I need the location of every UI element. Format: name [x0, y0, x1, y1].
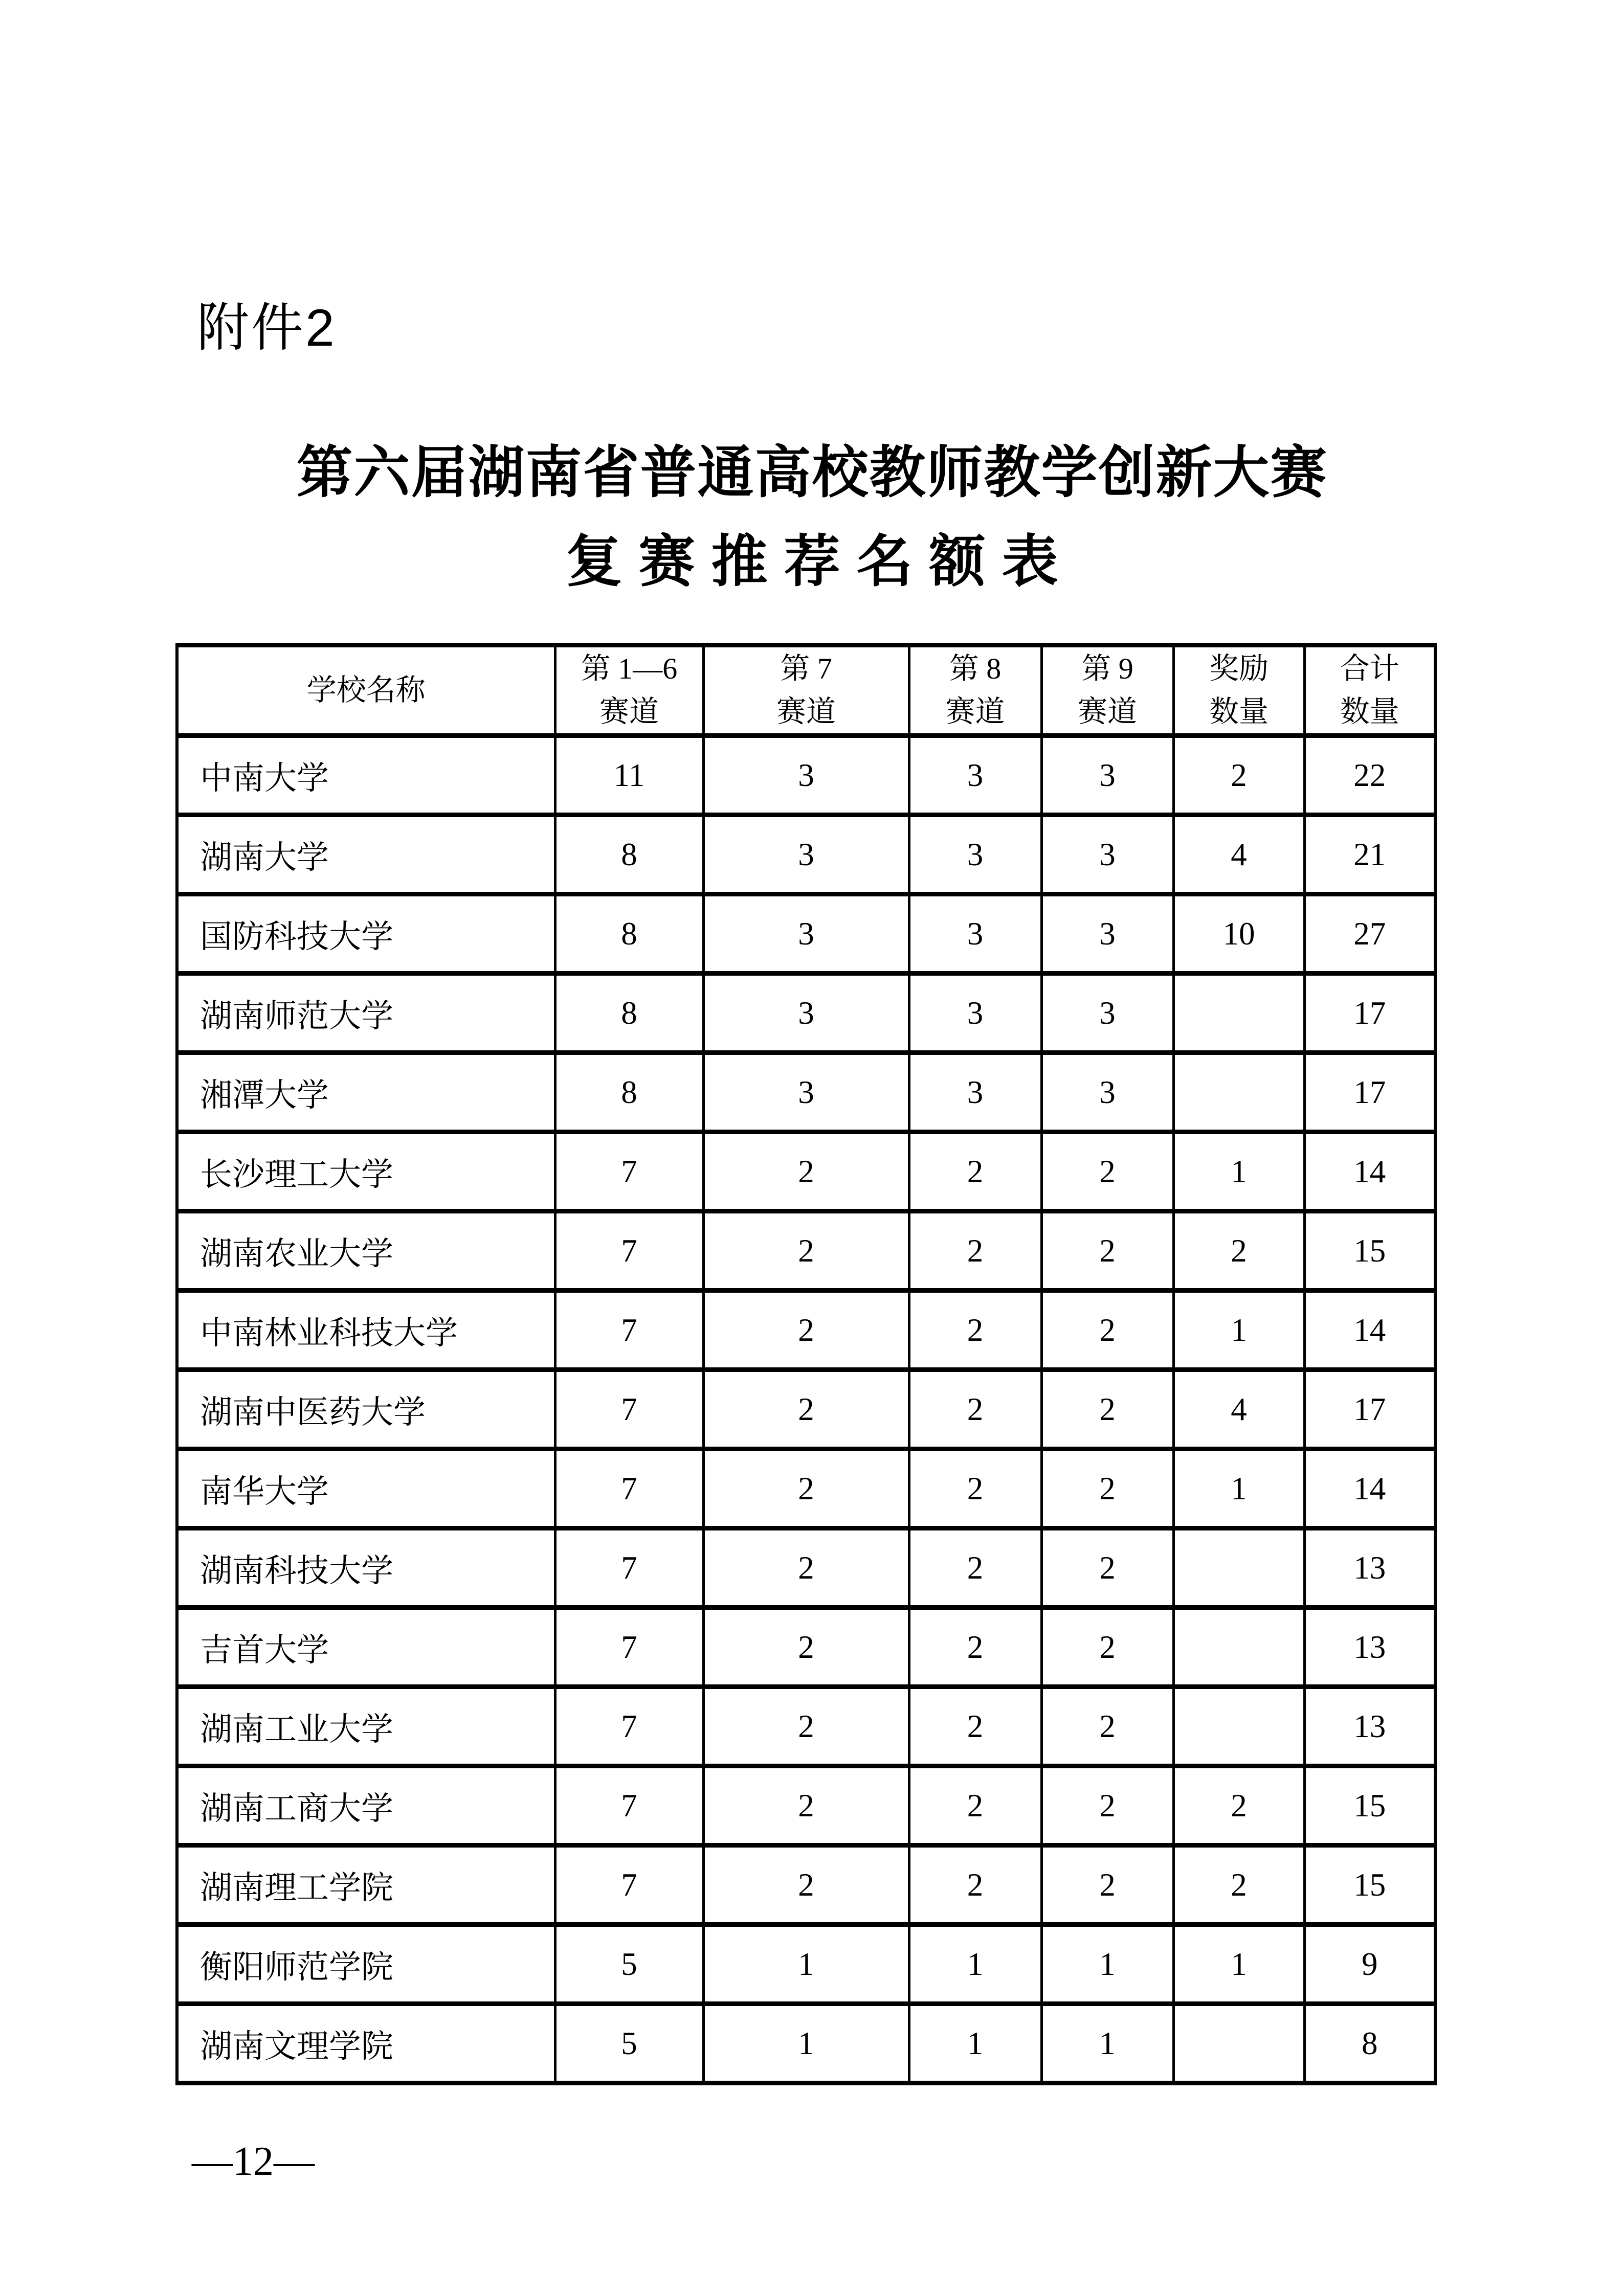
value-cell [1173, 1687, 1304, 1766]
value-cell: 2 [1041, 1528, 1173, 1608]
value-cell: 2 [1173, 736, 1304, 815]
value-cell: 4 [1173, 815, 1304, 894]
value-cell: 2 [1041, 1211, 1173, 1291]
school-name-cell: 湖南文理学院 [177, 2004, 555, 2083]
table-row [177, 1845, 1435, 1925]
value-cell: 3 [909, 815, 1041, 894]
value-cell: 3 [1041, 894, 1173, 974]
value-cell: 7 [555, 1845, 703, 1925]
value-cell: 14 [1304, 1132, 1435, 1211]
header-line1: 奖励 [1209, 652, 1269, 685]
value-cell: 1 [1173, 1449, 1304, 1528]
school-name-cell: 湖南师范大学 [177, 974, 555, 1053]
value-cell: 3 [1041, 1053, 1173, 1132]
value-cell: 2 [909, 1449, 1041, 1528]
value-cell: 2 [1041, 1370, 1173, 1449]
value-cell: 27 [1304, 894, 1435, 974]
header-cell-track-5 [1173, 645, 1304, 736]
header-line2: 数量 [1340, 695, 1399, 728]
value-cell: 3 [909, 736, 1041, 815]
value-cell: 2 [909, 1766, 1041, 1845]
table-row [177, 1370, 1435, 1449]
quota-table [175, 643, 1437, 2085]
value-cell [1173, 1528, 1304, 1608]
value-cell: 2 [703, 1370, 909, 1449]
value-cell: 2 [909, 1291, 1041, 1370]
table-row [177, 1925, 1435, 2004]
value-cell: 7 [555, 1766, 703, 1845]
value-cell: 1 [909, 1925, 1041, 2004]
table-row [177, 1132, 1435, 1211]
value-cell: 2 [703, 1845, 909, 1925]
table-body [177, 736, 1435, 2083]
value-cell [1173, 1608, 1304, 1687]
value-cell: 2 [1041, 1766, 1173, 1845]
value-cell: 13 [1304, 1608, 1435, 1687]
school-name-cell: 湖南工业大学 [177, 1687, 555, 1766]
value-cell: 2 [703, 1528, 909, 1608]
school-name-cell: 吉首大学 [177, 1608, 555, 1687]
value-cell: 7 [555, 1370, 703, 1449]
value-cell: 11 [555, 736, 703, 815]
value-cell: 3 [703, 815, 909, 894]
table-row [177, 1528, 1435, 1608]
value-cell: 8 [555, 894, 703, 974]
school-name-cell: 湖南中医药大学 [177, 1370, 555, 1449]
value-cell: 2 [1173, 1845, 1304, 1925]
value-cell: 1 [1041, 2004, 1173, 2083]
value-cell: 3 [703, 736, 909, 815]
value-cell: 3 [703, 1053, 909, 1132]
table-row [177, 2004, 1435, 2083]
table-row [177, 1449, 1435, 1528]
value-cell: 2 [703, 1608, 909, 1687]
value-cell: 2 [1041, 1291, 1173, 1370]
table-header-row [177, 645, 1435, 736]
value-cell: 1 [703, 1925, 909, 2004]
value-cell: 3 [1041, 974, 1173, 1053]
table-row [177, 894, 1435, 974]
header-line1: 第 8 [949, 652, 1002, 685]
value-cell: 10 [1173, 894, 1304, 974]
value-cell: 4 [1173, 1370, 1304, 1449]
header-cell-school: 学校名称 [177, 645, 555, 736]
value-cell: 5 [555, 2004, 703, 2083]
header-line1: 第 7 [780, 652, 832, 685]
value-cell: 15 [1304, 1766, 1435, 1845]
value-cell: 22 [1304, 736, 1435, 815]
value-cell: 3 [703, 974, 909, 1053]
value-cell: 2 [703, 1449, 909, 1528]
value-cell: 17 [1304, 1053, 1435, 1132]
value-cell [1173, 2004, 1304, 2083]
school-name-cell: 湖南科技大学 [177, 1528, 555, 1608]
value-cell: 15 [1304, 1845, 1435, 1925]
value-cell: 14 [1304, 1291, 1435, 1370]
attachment-label: 附件2 [197, 299, 337, 357]
value-cell: 2 [1041, 1608, 1173, 1687]
value-cell: 2 [1041, 1449, 1173, 1528]
school-name-cell: 湖南农业大学 [177, 1211, 555, 1291]
value-cell: 2 [1173, 1766, 1304, 1845]
value-cell: 21 [1304, 815, 1435, 894]
value-cell: 7 [555, 1132, 703, 1211]
school-name-cell: 衡阳师范学院 [177, 1925, 555, 2004]
header-line2: 赛道 [776, 695, 836, 728]
value-cell: 8 [555, 974, 703, 1053]
value-cell: 8 [555, 1053, 703, 1132]
table-row [177, 1053, 1435, 1132]
header-line2: 赛道 [1077, 695, 1137, 728]
value-cell: 2 [909, 1687, 1041, 1766]
header-cell-track-3 [909, 645, 1041, 736]
header-cell-track-4 [1041, 645, 1173, 736]
document-title-line1: 第六届湖南省普通高校教师教学创新大赛 [296, 442, 1328, 504]
value-cell: 2 [909, 1528, 1041, 1608]
value-cell: 7 [555, 1608, 703, 1687]
value-cell: 2 [909, 1608, 1041, 1687]
value-cell: 15 [1304, 1211, 1435, 1291]
value-cell: 2 [909, 1845, 1041, 1925]
value-cell: 2 [1173, 1211, 1304, 1291]
page-number: —12— [192, 2139, 315, 2184]
header-line1: 第 1—6 [581, 652, 678, 685]
value-cell: 1 [1173, 1925, 1304, 2004]
value-cell: 8 [1304, 2004, 1435, 2083]
value-cell: 3 [909, 1053, 1041, 1132]
value-cell: 1 [909, 2004, 1041, 2083]
table-row [177, 974, 1435, 1053]
value-cell [1173, 1053, 1304, 1132]
value-cell: 2 [909, 1211, 1041, 1291]
value-cell: 7 [555, 1291, 703, 1370]
school-name-cell: 长沙理工大学 [177, 1132, 555, 1211]
header-line2: 赛道 [945, 695, 1005, 728]
value-cell: 3 [1041, 736, 1173, 815]
value-cell: 2 [909, 1132, 1041, 1211]
table-row [177, 815, 1435, 894]
header-line1: 合计 [1340, 652, 1399, 685]
value-cell: 3 [1041, 815, 1173, 894]
value-cell: 3 [909, 894, 1041, 974]
school-name-cell: 南华大学 [177, 1449, 555, 1528]
value-cell: 9 [1304, 1925, 1435, 2004]
school-name-cell: 湘潭大学 [177, 1053, 555, 1132]
value-cell: 2 [703, 1687, 909, 1766]
header-cell-track-6 [1304, 645, 1435, 736]
school-name-cell: 湖南工商大学 [177, 1766, 555, 1845]
value-cell: 7 [555, 1449, 703, 1528]
table-row [177, 1608, 1435, 1687]
value-cell: 17 [1304, 974, 1435, 1053]
school-name-cell: 中南大学 [177, 736, 555, 815]
value-cell: 1 [1173, 1291, 1304, 1370]
value-cell: 1 [1041, 1925, 1173, 2004]
table-row [177, 1211, 1435, 1291]
header-cell-track-1 [555, 645, 703, 736]
value-cell: 7 [555, 1687, 703, 1766]
table-row [177, 1687, 1435, 1766]
school-name-cell: 湖南理工学院 [177, 1845, 555, 1925]
value-cell: 3 [909, 974, 1041, 1053]
table-row [177, 1766, 1435, 1845]
value-cell: 8 [555, 815, 703, 894]
value-cell [1173, 974, 1304, 1053]
value-cell: 14 [1304, 1449, 1435, 1528]
school-name-cell: 国防科技大学 [177, 894, 555, 974]
header-line2: 赛道 [599, 695, 659, 728]
value-cell: 5 [555, 1925, 703, 2004]
value-cell: 2 [1041, 1132, 1173, 1211]
value-cell: 2 [703, 1291, 909, 1370]
header-cell-track-2 [703, 645, 909, 736]
value-cell: 7 [555, 1528, 703, 1608]
school-name-cell: 中南林业科技大学 [177, 1291, 555, 1370]
school-name-cell: 湖南大学 [177, 815, 555, 894]
table-row [177, 1291, 1435, 1370]
value-cell: 2 [1041, 1845, 1173, 1925]
header-line1: 第 9 [1081, 652, 1133, 685]
value-cell: 2 [703, 1766, 909, 1845]
value-cell: 13 [1304, 1687, 1435, 1766]
value-cell: 1 [1173, 1132, 1304, 1211]
value-cell: 2 [909, 1370, 1041, 1449]
value-cell: 2 [1041, 1687, 1173, 1766]
header-line2: 数量 [1209, 695, 1269, 728]
value-cell: 13 [1304, 1528, 1435, 1608]
value-cell: 7 [555, 1211, 703, 1291]
value-cell: 1 [703, 2004, 909, 2083]
table-row [177, 736, 1435, 815]
document-title [0, 429, 1624, 606]
value-cell: 17 [1304, 1370, 1435, 1449]
value-cell: 3 [703, 894, 909, 974]
value-cell: 2 [703, 1132, 909, 1211]
document-title-line2: 复赛推荐名额表 [566, 531, 1075, 593]
value-cell: 2 [703, 1211, 909, 1291]
